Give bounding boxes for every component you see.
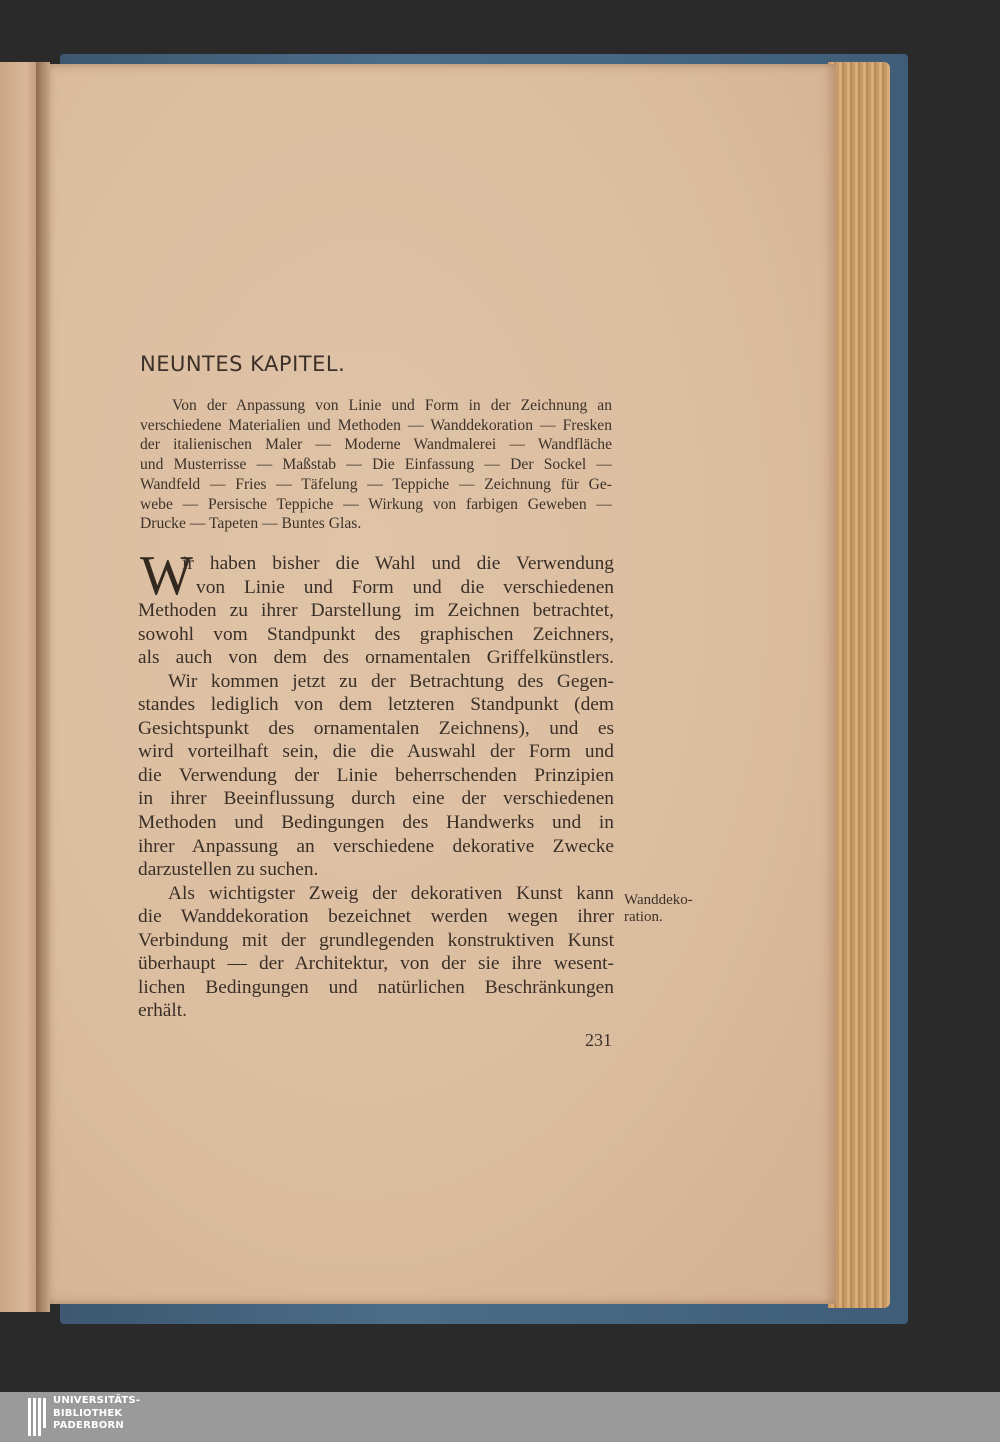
library-logo-icon — [28, 1398, 48, 1436]
page-edges — [828, 62, 890, 1308]
body-text — [138, 545, 614, 1023]
chapter-summary — [140, 396, 612, 534]
page-number: 231 — [585, 1030, 612, 1050]
text-line: Wir kommen jetzt zu der Betrachtung des Gegen- — [168, 670, 614, 692]
marginal-note-line: ration. — [624, 909, 663, 925]
text-line: von Linie und Form und die verschiedenen — [196, 576, 614, 598]
text-line: Als wichtigster Zweig der dekorativen Kunst kann — [168, 882, 614, 904]
text-line: standes lediglich von dem letzteren Standpunkt (dem — [138, 694, 614, 716]
library-name — [53, 1395, 193, 1433]
summary-line: Von der Anpassung von Linie und Form in der Zeichnung an — [172, 397, 612, 414]
text-line: überhaupt — der Architektur, von der sie ihre wesent- — [138, 953, 614, 975]
library-name-line: UNIVERSITÄTS- — [53, 1395, 141, 1406]
summary-line: webe — Persische Teppiche — Wirkung von farbigen Geweben — — [140, 495, 612, 513]
marginal-note — [624, 892, 714, 926]
summary-line: verschiedene Materialien und Methoden — Wanddekoration — Fresken — [140, 416, 612, 434]
text-line: wird vorteilhaft sein, die die Auswahl der Form und — [138, 741, 614, 763]
text-line: lichen Bedingungen und natürlichen Beschränkungen — [138, 976, 614, 998]
text-line: Gesichtspunkt des ornamentalen Zeichnens), und es — [138, 717, 614, 739]
text-line: Methoden zu ihrer Darstellung im Zeichnen betrachtet, — [138, 600, 614, 622]
text-line: erhält. — [138, 1000, 187, 1022]
book-page — [44, 64, 836, 1304]
text-line: die Verwendung der Linie beherrschenden Prinzipien — [138, 764, 614, 786]
text-line: ihrer Anpassung an verschiedene dekorative Zwecke — [138, 835, 614, 857]
text-line: Verbindung mit der grundlegenden konstruktiven Kunst — [138, 929, 614, 951]
marginal-note-line: Wanddeko- — [624, 892, 693, 908]
library-footer — [0, 1392, 1000, 1442]
text-line: sowohl vom Standpunkt des graphischen Zeichners, — [138, 623, 614, 645]
summary-line: Wandfeld — Fries — Täfelung — Teppiche — Zeichnung für Ge- — [140, 475, 612, 493]
text-line: als auch von dem des ornamentalen Griffelkünstlers. — [138, 647, 614, 669]
summary-line: Drucke — Tapeten — Buntes Glas. — [140, 515, 362, 533]
text-line: darzustellen zu suchen. — [138, 859, 319, 881]
chapter-title: NEUNTES KAPITEL. — [140, 352, 346, 376]
book-gutter — [36, 62, 50, 1312]
text-line: ir haben bisher die Wahl und die Verwendung — [182, 553, 614, 574]
library-name-line: BIBLIOTHEK — [53, 1407, 123, 1419]
text-line: in ihrer Beeinflussung durch eine der verschiedenen — [138, 788, 614, 810]
drop-cap: W — [140, 545, 193, 607]
library-name-line: PADERBORN — [53, 1420, 124, 1431]
summary-line: und Musterrisse — Maßstab — Die Einfassung — Der Sockel — — [140, 456, 612, 474]
summary-line: der italienischen Maler — Moderne Wandmalerei — Wandfläche — [140, 436, 612, 454]
text-line: Methoden und Bedingungen des Handwerks und in — [138, 812, 614, 834]
text-line: die Wanddekoration bezeichnet werden wegen ihrer — [138, 906, 614, 928]
